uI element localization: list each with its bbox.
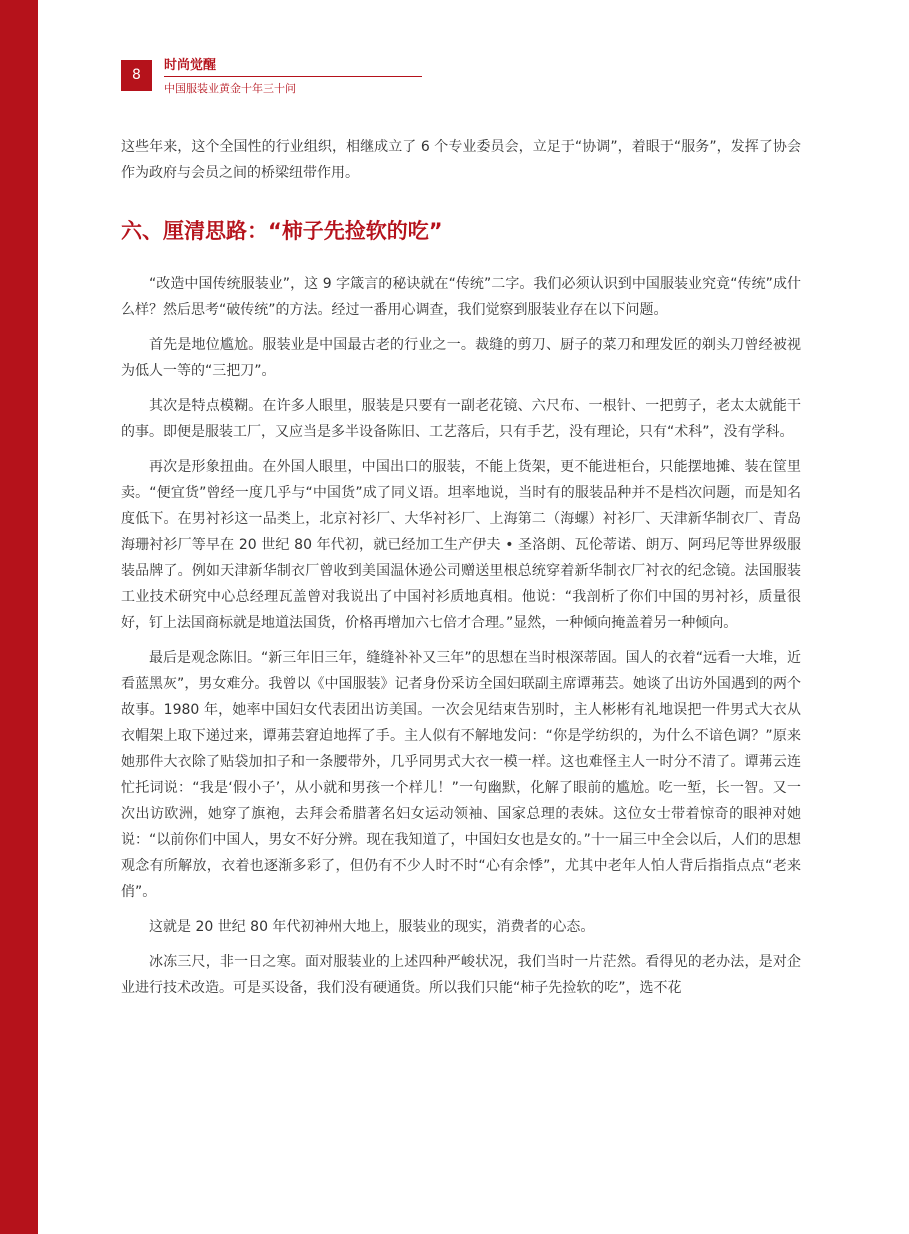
paragraph: 首先是地位尴尬。服装业是中国最古老的行业之一。裁缝的剪刀、厨子的菜刀和理发匠的剃头刀曾经被视为低人一等的“三把刀”。: [121, 337, 801, 379]
paragraph: 再次是形象扭曲。在外国人眼里，中国出口的服装，不能上货架，更不能进柜台，只能摆地摊、装在筐里卖。“便宜货”曾经一度几乎与“中国货”成了同义语。坦率地说，当时有的服装品种并不是档次问题，而是知名度低下。在男衬衫这一品类上，北京衬衫厂、大华衬衫厂、上海第二（海螺）衬衫厂、天津新华制衣厂、青岛海珊衬衫厂等早在 20 世纪 80 年代初，就已经加工生产伊夫 • 圣洛朗、瓦伦蒂诺、朗万、阿玛尼等世界级服装品牌了。例如天津新华制衣厂曾收到美国温休逊公司赠送里根总统穿着新华制衣厂衬衣的纪念镜。法国服装工业技术研究中心总经理瓦盖曾对我说出了中国衬衫质地真相。他说：“我剖析了你们中国的男衬衫，质量很好，钉上法国商标就是地道法国货，价格再增加六七倍才合理。”显然，一种倾向掩盖着另一种倾向。: [121, 459, 801, 631]
body-text: [121, 134, 801, 1010]
left-color-bar: [0, 0, 38, 1234]
running-header-subtitle: 中国服装业黄金十年三十问: [164, 82, 296, 95]
paragraph: 冰冻三尺，非一日之寒。面对服装业的上述四种严峻状况，我们当时一片茫然。看得见的老办法，是对企业进行技术改造。可是买设备，我们没有硬通货。所以我们只能“柿子先捡软的吃”，选不花: [121, 954, 801, 996]
paragraph: 这就是 20 世纪 80 年代初神州大地上，服装业的现实，消费者的心态。: [149, 919, 595, 935]
paragraph: 最后是观念陈旧。“新三年旧三年，缝缝补补又三年”的思想在当时根深蒂固。国人的衣着“远看一大堆，近看蓝黑灰”，男女难分。我曾以《中国服装》记者身份采访全国妇联副主席谭茀芸。她谈了出访外国遇到的两个故事。1980 年，她率中国妇女代表团出访美国。一次会见结束告别时，主人彬彬有礼地误把一件男式大衣从衣帽架上取下递过来，谭茀芸窘迫地挥了手。主人似有不解地发问：“你是学纺织的，为什么不谙色调？”原来她那件大衣除了贴袋加扣子和一条腰带外，几乎同男式大衣一模一样。这也难怪主人一时分不清了。谭茀云连忙托词说：“我是‘假小子’，从小就和男孩一个样儿！”一句幽默，化解了眼前的尴尬。吃一堑，长一智。又一次出访欧洲，她穿了旗袍，去拜会希腊著名妇女运动领袖、国家总理的表妹。这位女士带着惊奇的眼神对她说：“以前你们中国人，男女不好分辨。现在我知道了，中国妇女也是女的。”十一届三中全会以后，人们的思想观念有所解放，衣着也逐渐多彩了，但仍有不少人时不时“心有余悸”，尤其中老年人怕人背后指指点点“老来俏”。: [121, 650, 801, 900]
paragraph: 其次是特点模糊。在许多人眼里，服装是只要有一副老花镜、六尺布、一根针、一把剪子，老太太就能干的事。即便是服装工厂，又应当是多半设备陈旧、工艺落后，只有手艺，没有理论，只有“术科”，没有学科。: [121, 398, 801, 440]
intro-paragraph: 这些年来，这个全国性的行业组织，相继成立了 6 个专业委员会，立足于“协调”，着眼于“服务”，发挥了协会作为政府与会员之间的桥梁纽带作用。: [121, 139, 801, 181]
section-heading: 六、厘清思路：“柿子先捡软的吃”: [121, 219, 443, 243]
page-number: 8: [121, 60, 152, 91]
paragraph: “改造中国传统服装业”，这 9 字箴言的秘诀就在“传统”二字。我们必须认识到中国服装业究竟“传统”成什么样？然后思考“破传统”的方法。经过一番用心调查，我们觉察到服装业存在以下问题。: [121, 276, 801, 318]
running-header-title: 时尚觉醒: [164, 58, 217, 73]
header-divider: [164, 76, 422, 77]
